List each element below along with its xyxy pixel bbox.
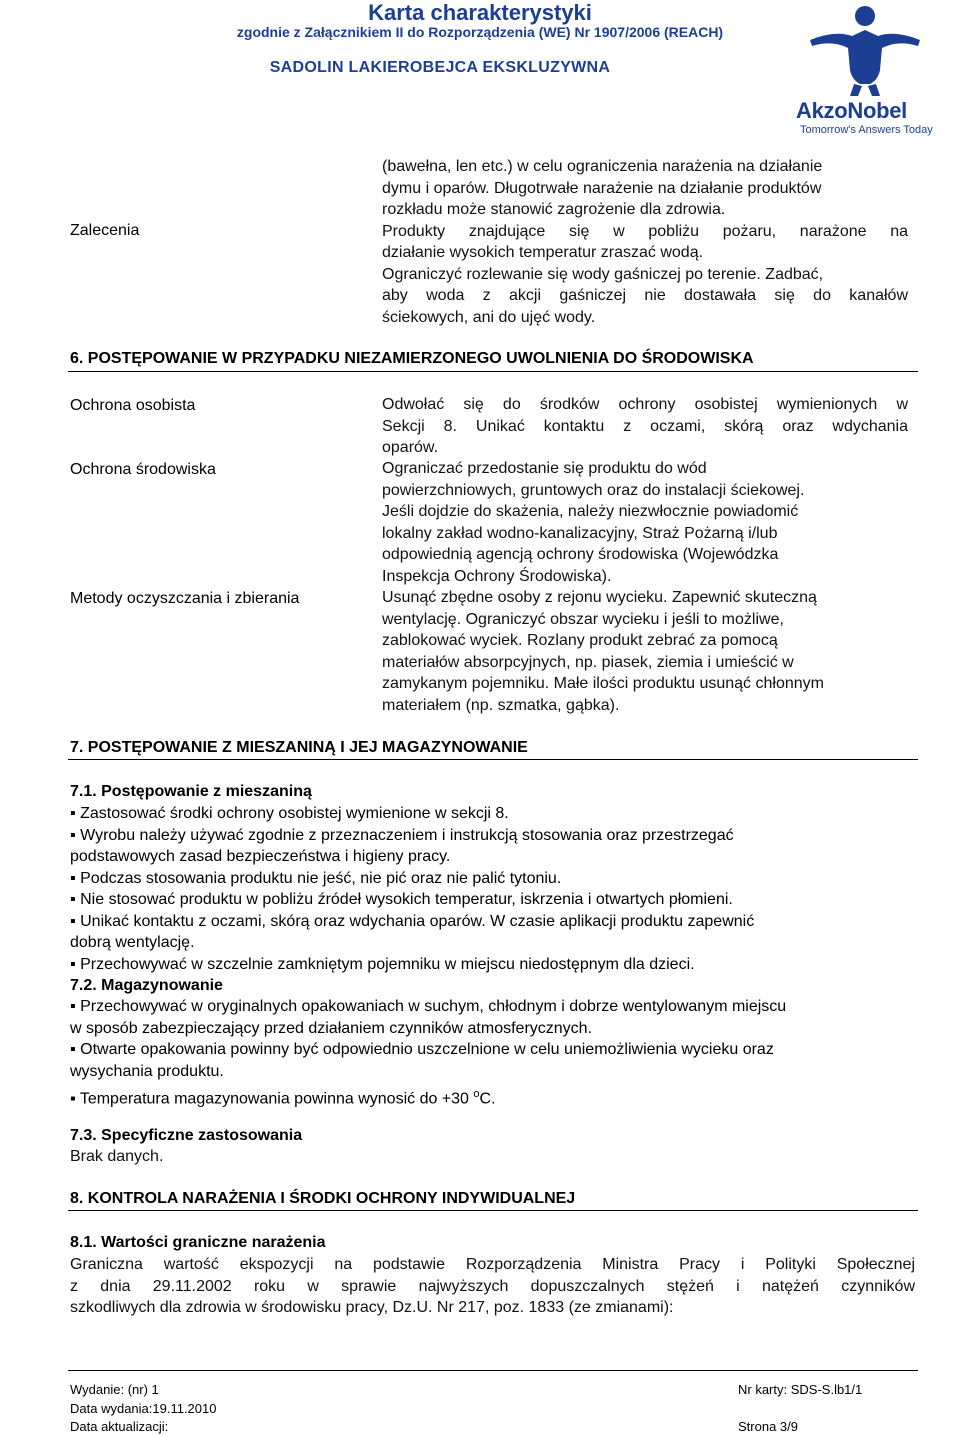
text-line: z dnia 29.11.2002 roku w sprawie najwyższych dopuszczalnych stężeń i natężeń czynników: [70, 1277, 915, 1295]
text-line: lokalny zakład wodno-kanalizacyjny, Straż Pożarną i/lub: [382, 524, 778, 542]
text-line: działanie wysokich temperatur zraszać wodą.: [382, 244, 704, 261]
document-subtitle: zgodnie z Załącznikiem II do Rozporządzenia (WE) Nr 1907/2006 (REACH): [236, 24, 724, 40]
footer-nr-karty: Nr karty: SDS-S.lb1/1: [738, 1382, 863, 1397]
subsection-7-1-heading: 7.1. Postępowanie z mieszaniną: [70, 783, 312, 800]
zalecenia-label: Zalecenia: [70, 222, 140, 239]
subsection-7-3-heading: 7.3. Specyficzne zastosowania: [70, 1127, 303, 1144]
ochrona-srodowiska-label: Ochrona środowiska: [70, 461, 216, 478]
footer-data-aktualizacji: Data aktualizacji:: [70, 1419, 169, 1434]
subsection-7-2-list: [70, 996, 920, 1110]
section-divider: [68, 759, 918, 760]
footer-data-wydania: Data wydania:19.11.2010: [70, 1401, 217, 1416]
list-item: w sposób zabezpieczający przed działaniem czynników atmosferycznych.: [70, 1019, 593, 1037]
list-item: ▪ Zastosować środki ochrony osobistej wymienione w sekcji 8.: [70, 805, 509, 822]
text-line: Sekcji 8. Unikać kontaktu z oczami, skórą oraz wdychania: [382, 417, 908, 435]
text-line: ściekowych, ani do ujęć wody.: [382, 308, 596, 326]
text-line: zamykanym pojemniku. Małe ilości produktu usunąć chłonnym: [382, 675, 824, 692]
temperature-text: ▪ Temperatura magazynowania powinna wynosić do +30: [70, 1090, 474, 1108]
text-line: dymu i oparów. Długotrwałe narażenie na działanie produktów: [382, 179, 822, 197]
list-item: ▪ Przechowywać w oryginalnych opakowaniach w suchym, chłodnym i dobrze wentylowanym miejscu: [70, 998, 787, 1015]
text-line: Ograniczać przedostanie się produktu do wód: [382, 460, 707, 477]
zalecenia-text: [382, 156, 908, 328]
ochrona-osobista-text: [382, 394, 908, 459]
text-line: aby woda z akcji gaśniczej nie dostawała się do kanałów: [382, 287, 908, 304]
footer-divider: [68, 1370, 918, 1371]
subsection-7-3-text: Brak danych.: [70, 1148, 164, 1165]
text-line: zablokować wyciek. Rozlany produkt zebrać za pomocą: [382, 632, 778, 649]
subsection-8-1-heading: 8.1. Wartości graniczne narażenia: [70, 1234, 326, 1251]
list-item: ▪ Podczas stosowania produktu nie jeść, nie pić oraz nie palić tytoniu.: [70, 869, 562, 887]
text-line: rozkładu może stanowić zagrożenie dla zdrowia.: [382, 201, 726, 218]
subsection-8-1-text: [70, 1254, 915, 1319]
list-item-temperature: [70, 1084, 920, 1110]
text-line: Usunąć zbędne osoby z rejonu wycieku. Zapewnić skuteczną: [382, 589, 817, 606]
subsection-7-2-heading: 7.2. Magazynowanie: [70, 977, 223, 994]
list-item: ▪ Wyrobu należy używać zgodnie z przeznaczeniem i instrukcją stosowania oraz przestrzegać: [70, 826, 734, 844]
text-line: Produkty znajdujące się w pobliżu pożaru, narażone na: [382, 222, 908, 240]
list-item: ▪ Przechowywać w szczelnie zamkniętym pojemniku w miejscu niedostępnym dla dzieci.: [70, 955, 695, 973]
list-item: ▪ Unikać kontaktu z oczami, skórą oraz wdychania oparów. W czasie aplikacji produktu zapewnić: [70, 912, 755, 930]
text-line: szkodliwych dla zdrowia w środowisku pracy, Dz.U. Nr 217, poz. 1833 (ze zmianami):: [70, 1299, 674, 1316]
temperature-unit: C.: [479, 1090, 496, 1108]
list-item: podstawowych zasad bezpieczeństwa i higieny pracy.: [70, 848, 451, 865]
section-8-heading: 8. KONTROLA NARAŻENIA I ŚRODKI OCHRONY INDYWIDUALNEJ: [70, 1190, 576, 1207]
list-item: wysychania produktu.: [70, 1062, 224, 1080]
document-title: Karta charakterystyki: [368, 0, 592, 25]
footer-page-number: Strona 3/9: [738, 1419, 798, 1434]
section-6-heading: 6. POSTĘPOWANIE W PRZYPADKU NIEZAMIERZONEGO UWOLNIENIA DO ŚRODOWISKA: [70, 350, 754, 367]
logo-wordmark: AkzoNobel: [796, 98, 907, 123]
ochrona-osobista-label: Ochrona osobista: [70, 397, 196, 414]
text-line: Inspekcja Ochrony Środowiska).: [382, 567, 612, 585]
text-line: (bawełna, len etc.) w celu ograniczenia narażenia na działanie: [382, 158, 823, 175]
text-line: Jeśli dojdzie do skażenia, należy niezwłocznie powiadomić: [382, 503, 799, 520]
text-line: Odwołać się do środków ochrony osobistej wymienionych w: [382, 396, 908, 413]
section-divider: [68, 1210, 918, 1211]
product-name: SADOLIN LAKIEROBEJCA EKSKLUZYWNA: [269, 59, 611, 76]
degree-sup: o: [473, 1088, 480, 1100]
text-line: Ograniczyć rozlewanie się wody gaśniczej po terenie. Zadbać,: [382, 265, 824, 283]
metody-label: Metody oczyszczania i zbierania: [70, 590, 300, 607]
logo-tagline: Tomorrow's Answers Today: [800, 124, 933, 136]
list-item: ▪ Otwarte opakowania powinny być odpowiednio uszczelnione w celu uniemożliwienia wycieku oraz: [70, 1041, 774, 1058]
text-line: wentylację. Ograniczyć obszar wycieku i jeśli to możliwe,: [382, 610, 784, 628]
list-item: ▪ Nie stosować produktu w pobliżu źródeł wysokich temperatur, iskrzenia i otwartych płomieni.: [70, 891, 733, 908]
text-line: powierzchniowych, gruntowych oraz do instalacji ściekowej.: [382, 481, 805, 499]
metody-text: [382, 587, 922, 716]
section-divider: [68, 371, 918, 372]
subsection-7-1-list: [70, 803, 920, 975]
text-line: materiałem (np. szmatka, gąbka).: [382, 696, 620, 714]
text-line: materiałów absorpcyjnych, np. piasek, ziemia i umieścić w: [382, 653, 794, 671]
text-line: Graniczna wartość ekspozycji na podstawie Rozporządzenia Ministra Pracy i Polityki Społecznej: [70, 1256, 915, 1273]
section-7-heading: 7. POSTĘPOWANIE Z MIESZANINĄ I JEJ MAGAZYNOWANIE: [70, 739, 528, 756]
list-item: dobrą wentylację.: [70, 934, 195, 951]
text-line: odpowiednią agencją ochrony środowiska (Wojewódzka: [382, 546, 779, 563]
ochrona-srodowiska-text: [382, 458, 922, 587]
text-line: oparów.: [382, 439, 439, 456]
footer-wydanie: Wydanie: (nr) 1: [70, 1382, 159, 1397]
